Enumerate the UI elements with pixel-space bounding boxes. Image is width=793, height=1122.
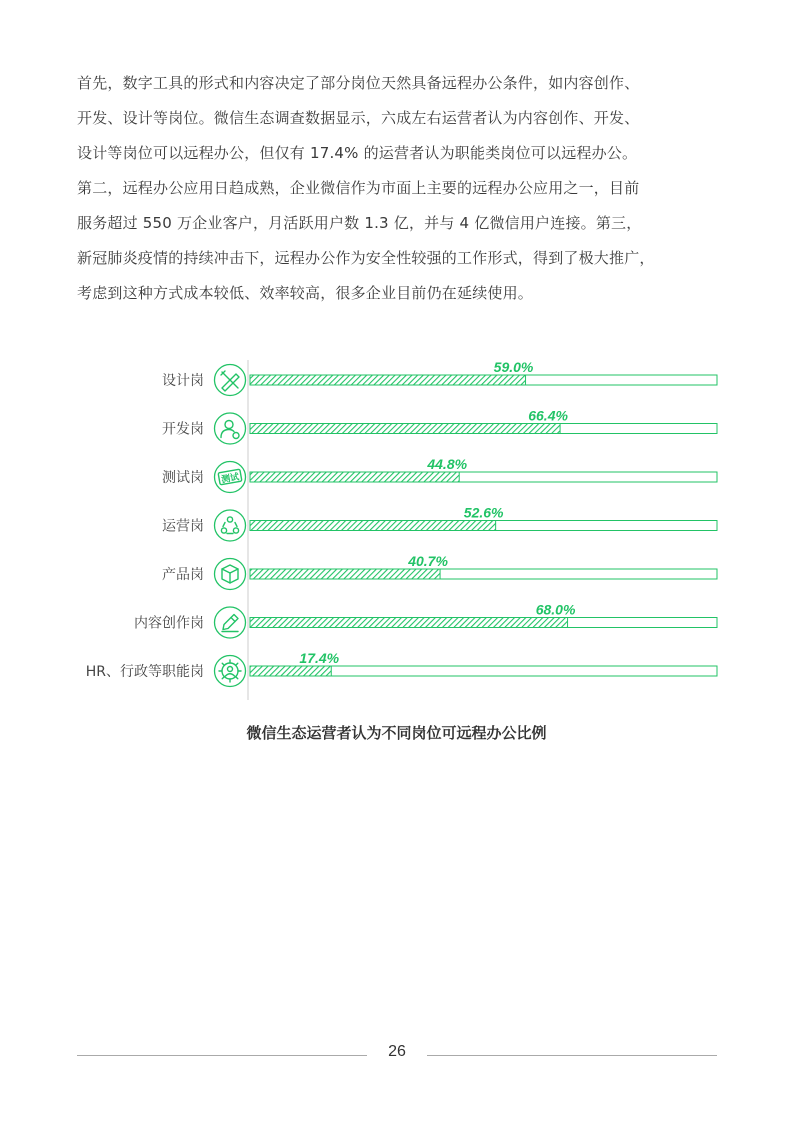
paragraph-line: 开发、设计等岗位。微信生态调查数据显示，六成左右运营者认为内容创作、开发、: [77, 109, 640, 127]
category-label: 运营岗: [162, 518, 204, 535]
paragraph-line: 考虑到这种方式成本较低、效率较高，很多企业目前仍在延续使用。: [77, 284, 534, 302]
bar: [250, 472, 459, 482]
developer-gear-icon: [215, 413, 246, 444]
product-box-icon: [215, 559, 246, 590]
bar: [250, 375, 526, 385]
bar: [250, 569, 440, 579]
bar: [250, 424, 560, 434]
category-label: HR、行政等职能岗: [85, 664, 204, 680]
bar-chart: [0, 350, 793, 700]
paragraph-line: 首先，数字工具的形式和内容决定了部分岗位天然具备远程办公条件，如内容创作、: [77, 74, 640, 92]
paragraph-line: 服务超过 550 万企业客户，月活跃用户数 1.3 亿，并与 4 亿微信用户连接。第三，: [77, 214, 642, 232]
value-label: 68.0%: [535, 601, 576, 618]
bar: [250, 618, 568, 628]
footer-divider-left: [77, 1055, 367, 1056]
test-stamp-icon: [215, 462, 246, 493]
team-cycle-icon: [215, 510, 246, 541]
page-number: 26: [388, 1043, 406, 1060]
footer-divider-right: [427, 1055, 717, 1056]
category-label: 内容创作岗: [134, 615, 204, 632]
test-stamp-text: 测试: [220, 472, 241, 486]
value-label: 52.6%: [463, 504, 504, 521]
paragraph-line: 设计等岗位可以远程办公，但仅有 17.4% 的运营者认为职能类岗位可以远程办公。: [77, 144, 638, 162]
value-label: 66.4%: [528, 407, 568, 424]
hr-gear-person-icon: [215, 656, 246, 687]
value-label: 59.0%: [493, 359, 534, 375]
body-paragraph: [77, 66, 727, 311]
bar: [250, 666, 331, 676]
category-label: 产品岗: [162, 567, 204, 583]
value-label: 44.8%: [427, 456, 468, 472]
value-label: 17.4%: [299, 650, 340, 666]
edit-pen-icon: [215, 607, 246, 638]
value-label: 40.7%: [408, 553, 448, 569]
paragraph-line: 第二，远程办公应用日趋成熟，企业微信作为市面上主要的远程办公应用之一，目前: [77, 179, 640, 197]
category-label: 测试岗: [162, 470, 204, 486]
category-label: 设计岗: [162, 373, 204, 389]
category-label: 开发岗: [162, 421, 204, 438]
pencil-ruler-icon: [215, 365, 246, 396]
paragraph-line: 新冠肺炎疫情的持续冲击下，远程办公作为安全性较强的工作形式，得到了极大推广，: [77, 249, 655, 267]
chart-title: 微信生态运营者认为不同岗位可远程办公比例: [246, 724, 547, 742]
bar: [250, 521, 496, 531]
